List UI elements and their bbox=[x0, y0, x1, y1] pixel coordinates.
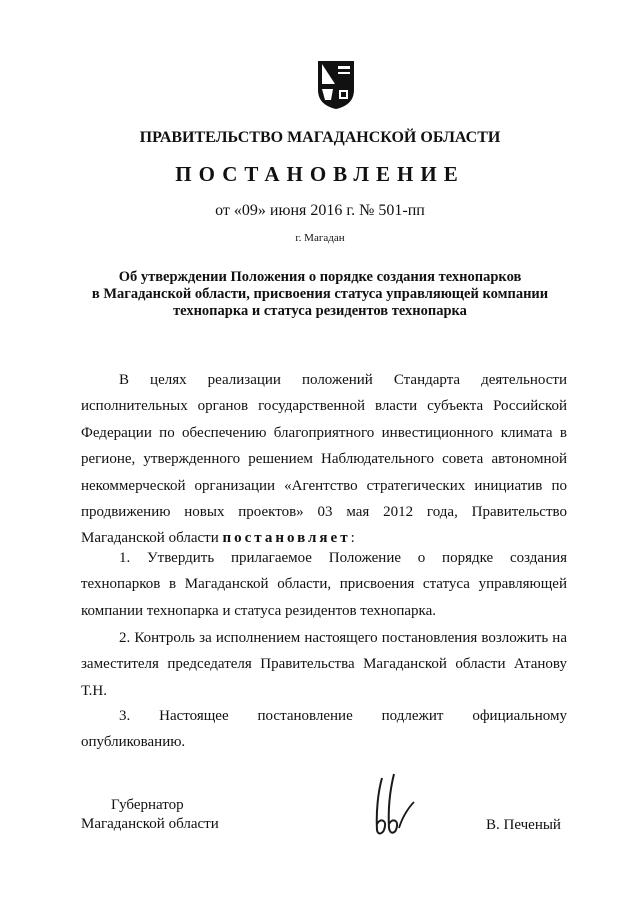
clause-3: 3. Настоящее постановление подлежит официальному опубликованию. bbox=[81, 708, 567, 751]
decree-word: постановляет bbox=[222, 530, 351, 547]
preamble-end: : bbox=[350, 530, 355, 547]
magadan-coat-of-arms-icon bbox=[317, 60, 355, 110]
handwritten-signature bbox=[368, 772, 418, 840]
signatory-name: В. Печеный bbox=[486, 817, 561, 833]
document-date-number: от «09» июня 2016 г. № 501-пп bbox=[215, 202, 425, 219]
title-line: Об утверждении Положения о порядке создания технопарков bbox=[118, 269, 522, 285]
position-line: Губернатор bbox=[111, 797, 184, 813]
signatory-position bbox=[81, 796, 219, 834]
title-line: технопарка и статуса резидентов технопарка bbox=[173, 303, 467, 319]
preamble-paragraph bbox=[81, 367, 567, 552]
document-city: г. Магадан bbox=[295, 232, 345, 244]
government-name: ПРАВИТЕЛЬСТВО МАГАДАНСКОЙ ОБЛАСТИ bbox=[139, 129, 501, 146]
clause-2: 2. Контроль за исполнением настоящего постановления возложить на заместителя председателя Правительства Магаданской области Атанову Т.Н. bbox=[81, 630, 567, 699]
title-line: в Магаданской области, присвоения статуса управляющей компании bbox=[91, 286, 549, 302]
document-type: ПОСТАНОВЛЕНИЕ bbox=[175, 162, 465, 186]
clause-1: 1. Утвердить прилагаемое Положение о порядке создания технопарков в Магаданской области, присвоения статуса управляющей компании технопарка и статуса резидентов технопарка. bbox=[81, 550, 567, 619]
document-title bbox=[70, 269, 570, 320]
position-line: Магаданской области bbox=[81, 816, 219, 832]
preamble-text: В целях реализации положений Стандарта деятельности исполнительных органов государственной власти субъекта Российской Федерации по обеспечению благоприятного инвестиционного климата в регионе, утвержденного решением Наблюдательного совета автономной некоммерческой организации «Агентство стратегических инициатив по продвижению новых проектов» 03 мая 2012 года, Правительство Магаданской области bbox=[81, 372, 567, 547]
